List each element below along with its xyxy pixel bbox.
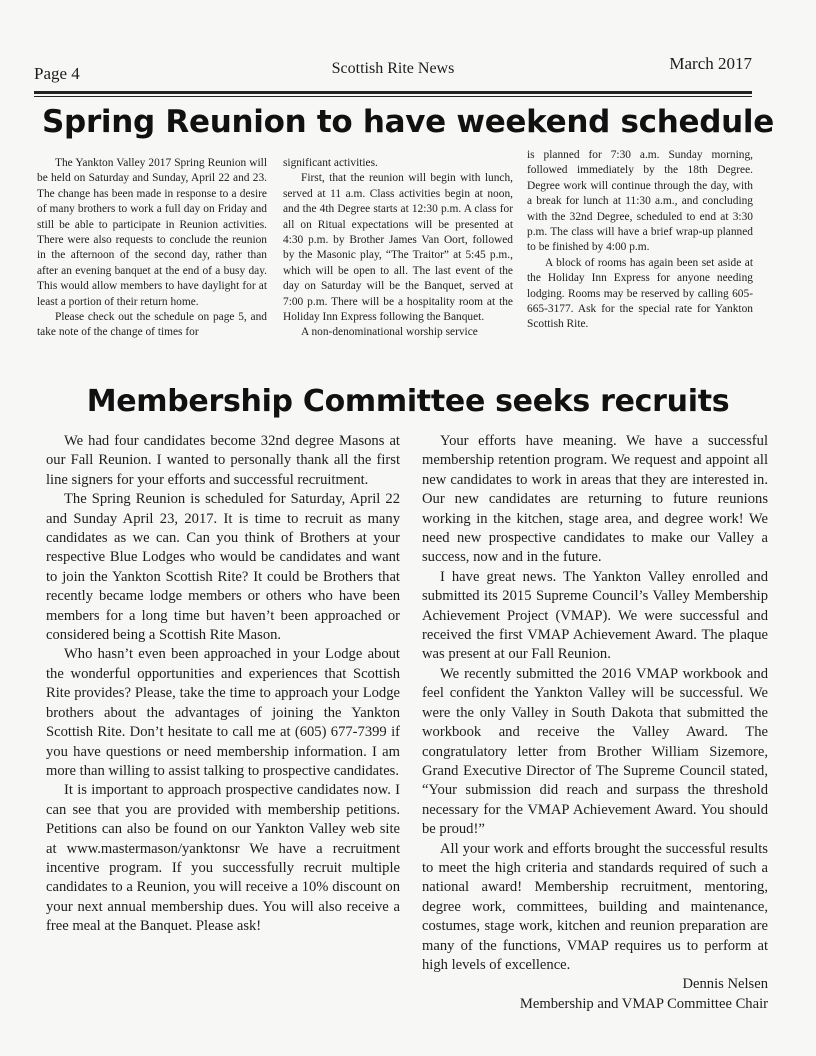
article2-col2-para: Your efforts have meaning. We have a successful membership retention program. We request and appoint all new candidates to work in areas that they are interested in. Our new candidates are returning to future reunions working in the kitchen, stage area, and degree work! We need new prospective candidates to make our Valley a success, now and in the future. — [422, 433, 768, 566]
article1-col2-para: significant activities. — [283, 157, 378, 169]
article1-col1-para: Please check out the schedule on page 5, and take note of the change of times for — [37, 311, 267, 339]
article2-col2-para: I have great news. The Yankton Valley enrolled and submitted its 2015 Supreme Council’s Valley Membership Achievement Project (VMAP). We were successful and received the first VMAP Achievement Award. The plaque was present at our Fall Reunion. — [422, 568, 768, 663]
article1-col2-para: A non-denominational worship service — [301, 326, 478, 339]
article1-col1-para: The Yankton Valley 2017 Spring Reunion will be held on Saturday and Sunday, April 22 and 23. The change has been made in response to a desire of many brothers to work a full day on Friday and still be able to participate in Reunion activities. There were also requests to conclude the reunion in the afternoon of the second day, rather than after an evening banquet at the end of a busy day. This would allow members to have daylight for at least a portion of their return home. — [37, 157, 267, 308]
page-number: Page 4 — [34, 64, 80, 83]
article1-col3-para: A block of rooms has again been set aside at the Holiday Inn Express for anyone needing lodging. Rooms may be reserved by calling 605-665-3177. Ask for the special rate for Yankton Scottish Rite. — [527, 256, 753, 331]
article1-col3-para: is planned for 7:30 a.m. Sunday morning, followed immediately by the 18th Degree. Degree work will continue through the day, with a break for lunch at 11:30 a.m., and concluding with the 32nd Degree, scheduled to end at 3:30 p.m. The class will have a brief wrap-up planned to be finished by 4:00 p.m. — [527, 149, 753, 254]
article1-col2-para: First, that the reunion will begin with lunch, served at 11 a.m. Class activities begin at noon, and the 4th Degree starts at 12:30 p.m. A class for all on Ritual expectations will be presented at 4:30 p.m. by Brother James Van Oort, followed by the Masonic play, “The Traitor” at 5:45 p.m., which will be open to all. The last event of the day on Saturday will be the Banquet, served at 7:00 p.m. There will be a hospitality room at the Holiday Inn Express following the Banquet. — [283, 172, 513, 324]
article1-headline: Spring Reunion to have weekend schedule — [42, 104, 774, 140]
article2-col2-para: We recently submitted the 2016 VMAP workbook and feel confident the Yankton Valley will be successful. We were the only Valley in South Dakota that submitted the workbook and receive the Valley Award. The congratulatory letter from Brother William Sizemore, Grand Executive Director of The Supreme Council stated, “Your submission did reach and surpass the threshold necessary for the VMAP Achievement Award. You should be proud!” — [422, 665, 768, 838]
article2-column-2 — [422, 432, 768, 1014]
article1-column-3 — [527, 148, 753, 333]
article2-headline: Membership Committee seeks recruits — [86, 384, 730, 419]
article2-col1-para: The Spring Reunion is scheduled for Saturday, April 22 and Sunday April 23, 2017. It is time to recruit as many candidates as we can. Can you think of Brothers at your respective Blue Lodges who would be candidates and want to join the Yankton Scottish Rite? It could be Brothers that recently became lodge members or others who have been members for a long time but haven’t been approached or considered being a Scottish Rite Mason. — [46, 491, 400, 644]
article2-col1-para: It is important to approach prospective candidates now. I can see that you are provided with membership petitions. Petitions can also be found on our Yankton Valley web site at www.mastermason/yanktonsr We have a recruitment incentive program. If you successfully recruit multiple candidates to a Reunion, you will receive a 10% discount on your next annual membership dues. You will also receive a free meal at the Banquet. Please ask! — [46, 782, 400, 935]
article2-col1-para: We had four candidates become 32nd degree Masons at our Fall Reunion. I wanted to personally thank all the first line signers for your efforts and successful recruitment. — [46, 433, 400, 488]
article2-column-1 — [46, 432, 400, 937]
header-rule-thin — [34, 96, 752, 97]
page-header — [34, 54, 752, 88]
article1-column-2 — [283, 156, 513, 341]
publication-title: Scottish Rite News — [331, 60, 455, 77]
article2-col1-para: Who hasn’t even been approached in your Lodge about the wonderful opportunities and experiences that Scottish Rite provides? Please, take the time to approach your Lodge brothers about the advantages of joining the Yankton Scottish Rite. Don’t hesitate to call me at (605) 677-7399 if you have questions or need membership information. I am more than willing to assist talking to prospective candidates. — [46, 646, 400, 779]
article2-col2-para: All your work and efforts brought the successful results to meet the high criteria and standards required of such a national award! Membership recruitment, mentoring, degree work, committees, building and maintenance, costumes, stage work, kitchen and reunion preparation are many of the functions, VMAP requires us to perform at high levels of excellence. — [422, 840, 768, 973]
header-rule-thick — [34, 91, 752, 94]
signature-title: Membership and VMAP Committee Chair — [519, 995, 768, 1012]
article1-column-1 — [37, 156, 267, 341]
issue-date: March 2017 — [669, 54, 752, 73]
signature-name: Dennis Nelsen — [682, 976, 768, 993]
